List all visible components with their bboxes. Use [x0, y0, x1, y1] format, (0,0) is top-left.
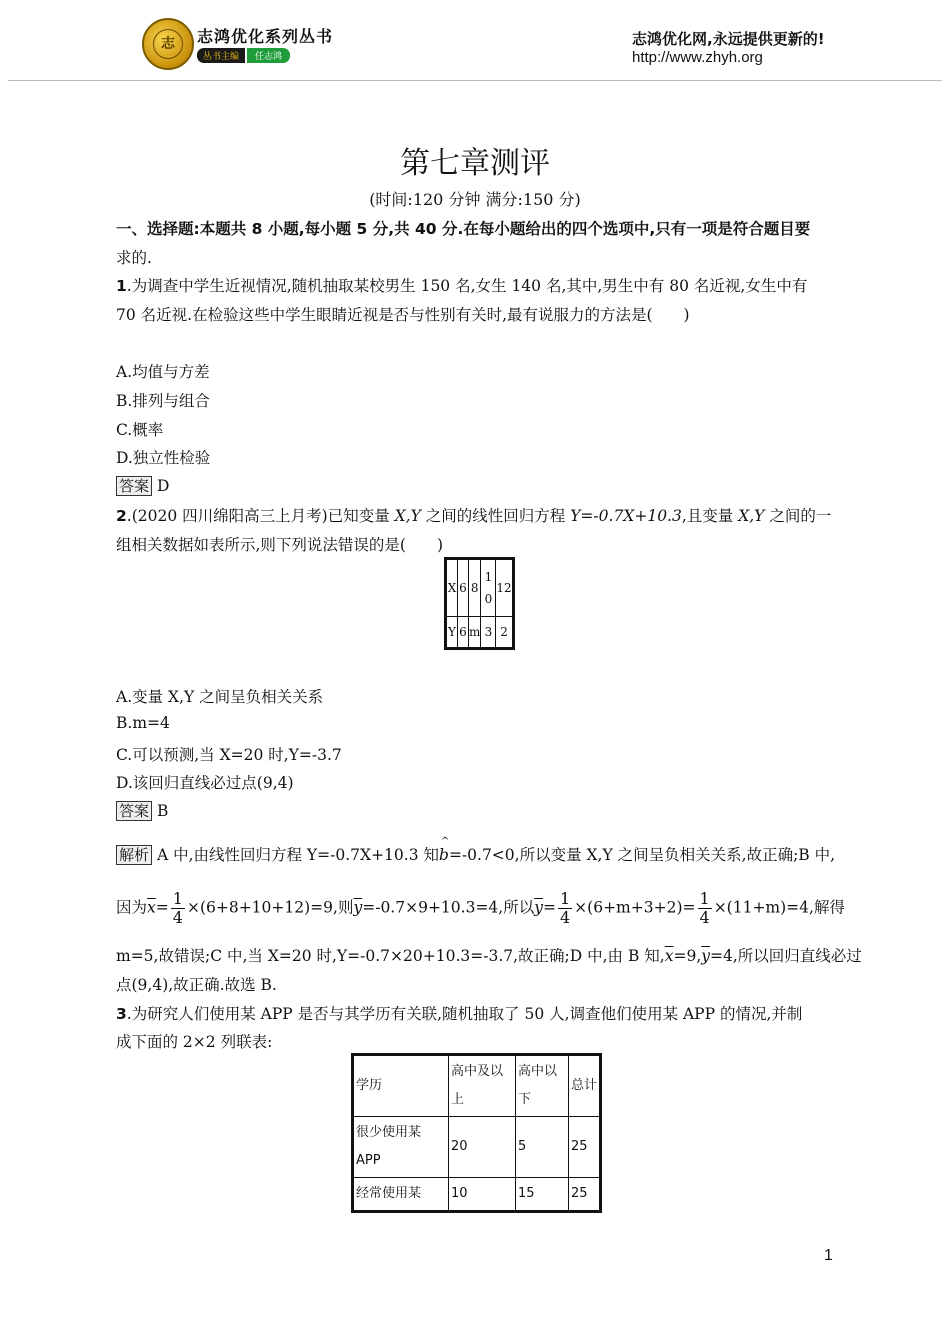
q3-contingency-table — [351, 1053, 602, 1213]
fraction — [171, 890, 185, 927]
fraction-2 — [558, 890, 572, 927]
q2-answer — [116, 800, 168, 821]
q2-option-c: C.可以预测,当 X=20 时,Y=-3.7 — [116, 746, 342, 764]
q2-analysis-line2: 因为$\overline{x}=$ $\frac{1}{4}$ ×(6+8+10+12)=9,则$\overline{y}=-0.7\times 9+10.3=4$,所以$\overline{y}=$ $\frac{1}{4}$ ×(6+m+3+2)= $\frac{1}{4}$ ×(11+m)=4,解得 — [116, 889, 845, 927]
table-cell: 2 — [496, 617, 513, 649]
q1-line2: 70 名近视.在检验这些中学生眼睛近视是否与性别有关时,最有说服力的方法是( ) — [116, 306, 690, 324]
header-slogan: 志鸿优化网,永远提供更新的! — [632, 30, 825, 48]
analysis-text3c: =4,所以回归直线必过 — [710, 947, 862, 965]
header-url[interactable]: http://www.zhyh.org — [632, 49, 763, 66]
table-cell: 10 — [449, 1178, 516, 1212]
table-header-cell: 学历 — [353, 1055, 449, 1117]
q1-option-a: A.均值与方差 — [116, 363, 210, 381]
analysis-text2b: ×(6+8+10+12)=9,则 — [186, 898, 354, 917]
answer-label: 答案 — [116, 801, 152, 821]
q2-option-b: B.m=4 — [116, 714, 170, 732]
q2-number: 2 — [116, 507, 127, 525]
table-row — [353, 1117, 601, 1178]
q2-option-d: D.该回归直线必过点(9,4) — [116, 774, 294, 792]
fraction-den: 4 — [699, 908, 710, 927]
analysis-text2a: 因为 — [116, 898, 148, 917]
y-bar-3: $\overline{y}$ — [701, 947, 711, 965]
q2-text-b: 之间的线性回归方程 — [420, 507, 571, 525]
fraction-num: 1 — [559, 889, 571, 908]
q2-equation: Y=-0.7X+10.3 — [570, 507, 682, 525]
fraction-den: 4 — [559, 908, 571, 927]
table-cell: 5 — [516, 1117, 569, 1178]
q2-text-d: 之间的一 — [764, 507, 832, 525]
analysis-text1: A 中,由线性回归方程 Y=-0.7X+10.3 知 — [156, 846, 439, 864]
table-cell: 12 — [496, 559, 513, 617]
q1-option-d: D.独立性检验 — [116, 449, 211, 467]
table-header-cell: 高中以下 — [516, 1055, 569, 1117]
table-cell: 15 — [516, 1178, 569, 1212]
analysis-text2e: ×(11+m)=4,解得 — [713, 898, 845, 917]
answer-value: D — [156, 477, 170, 495]
q2-data-table — [444, 557, 515, 650]
table-row — [353, 1178, 601, 1212]
analysis-text2c: =-0.7×9+10.3=4,所以 — [362, 898, 535, 917]
b-hat: ^ b — [439, 836, 450, 864]
header-divider — [8, 80, 942, 81]
table-header-cell: 总计 — [569, 1055, 601, 1117]
q2-analysis-line4: 点(9,4),故正确.故选 B. — [116, 976, 277, 994]
table-cell: X — [446, 559, 458, 617]
x-bar: $\overline{x}$ — [147, 898, 156, 917]
q2-analysis-line3 — [116, 944, 862, 966]
fraction-den: 4 — [172, 908, 183, 927]
q1-text1: .为调查中学生近视情况,随机抽取某校男生 150 名,女生 140 名,其中,男生中有 80 名近视,女生中有 — [126, 277, 808, 295]
logo-emblem-icon: 志 — [153, 29, 183, 59]
answer-label: 答案 — [116, 476, 152, 496]
table-cell: 25 — [569, 1178, 601, 1212]
x-bar-3: $\overline{x}$ — [664, 947, 674, 965]
brand-editor-label: 丛书主编 — [197, 48, 245, 63]
q2-source: .(2020 四川绵阳高三上月考) — [126, 507, 328, 525]
table-cell: m — [469, 617, 481, 649]
table-cell: Y — [446, 617, 458, 649]
q1-option-b: B.排列与组合 — [116, 392, 210, 410]
analysis-text3b: =9, — [673, 947, 702, 965]
q2-analysis-line1 — [116, 836, 836, 865]
q1-number: 1 — [116, 277, 127, 295]
q2-line1 — [116, 504, 831, 526]
table-cell: 8 — [469, 559, 481, 617]
table-header-cell: 高中及以上 — [449, 1055, 516, 1117]
answer-value: B — [156, 802, 169, 820]
analysis-text3a: m=5,故错误;C 中,当 X=20 时,Y=-0.7×20+10.3=-3.7,故正确;D 中,由 B 知, — [116, 947, 665, 965]
analysis-label: 解析 — [116, 845, 152, 865]
q3-text1: .为研究人们使用某 APP 是否与其学历有关联,随机抽取了 50 人,调查他们使用某 APP 的情况,并制 — [126, 1005, 803, 1023]
section-heading-line2: 求的. — [116, 249, 152, 267]
q1-line1 — [116, 274, 807, 296]
q2-vars-2: X,Y — [738, 507, 765, 525]
fraction-num: 1 — [699, 889, 710, 908]
q3-line1 — [116, 1002, 802, 1024]
table-cell: 6 — [458, 559, 469, 617]
y-bar: $\overline{y}$ — [353, 898, 363, 917]
q3-number: 3 — [116, 1005, 127, 1023]
fraction-num: 1 — [172, 889, 183, 908]
page-header — [0, 0, 950, 85]
table-cell: 经常使用某 — [353, 1178, 449, 1212]
fraction-3 — [698, 890, 712, 927]
q2-text-a: 已知变量 — [327, 507, 395, 525]
q1-option-c: C.概率 — [116, 421, 164, 439]
table-cell: 1 0 — [481, 559, 496, 617]
q2-text-c: ,且变量 — [681, 507, 739, 525]
q1-answer — [116, 475, 169, 496]
analysis-text1b: =-0.7<0,所以变量 X,Y 之间呈负相关关系,故正确;B 中, — [448, 846, 836, 864]
page-number: 1 — [824, 1247, 833, 1264]
table-cell: 3 — [481, 617, 496, 649]
brand-name: 志鸿优化系列丛书 — [197, 27, 334, 46]
table-cell: 25 — [569, 1117, 601, 1178]
page-title: 第七章测评 — [400, 146, 550, 181]
q3-line2: 成下面的 2×2 列联表: — [116, 1033, 273, 1051]
table-cell: 6 — [458, 617, 469, 649]
b-hat-letter: b — [439, 846, 449, 864]
page-subtitle: (时间:120 分钟 满分:150 分) — [369, 190, 581, 209]
publisher-logo — [142, 18, 194, 70]
q2-line2: 组相关数据如表所示,则下列说法错误的是( ) — [116, 536, 444, 554]
q2-vars: X,Y — [394, 507, 421, 525]
brand-editor-name: 任志鸿 — [247, 48, 290, 63]
table-cell: 20 — [449, 1117, 516, 1178]
q2-option-a: A.变量 X,Y 之间呈负相关关系 — [116, 688, 324, 706]
y-bar-2: $\overline{y}$ — [534, 898, 543, 917]
section-heading-line1: 一、选择题:本题共 8 小题,每小题 5 分,共 40 分.在每小题给出的四个选项中,只有一项是符合题目要 — [116, 220, 811, 238]
analysis-text2d: ×(6+m+3+2)= — [574, 898, 696, 917]
table-cell: 很少使用某 APP — [353, 1117, 449, 1178]
